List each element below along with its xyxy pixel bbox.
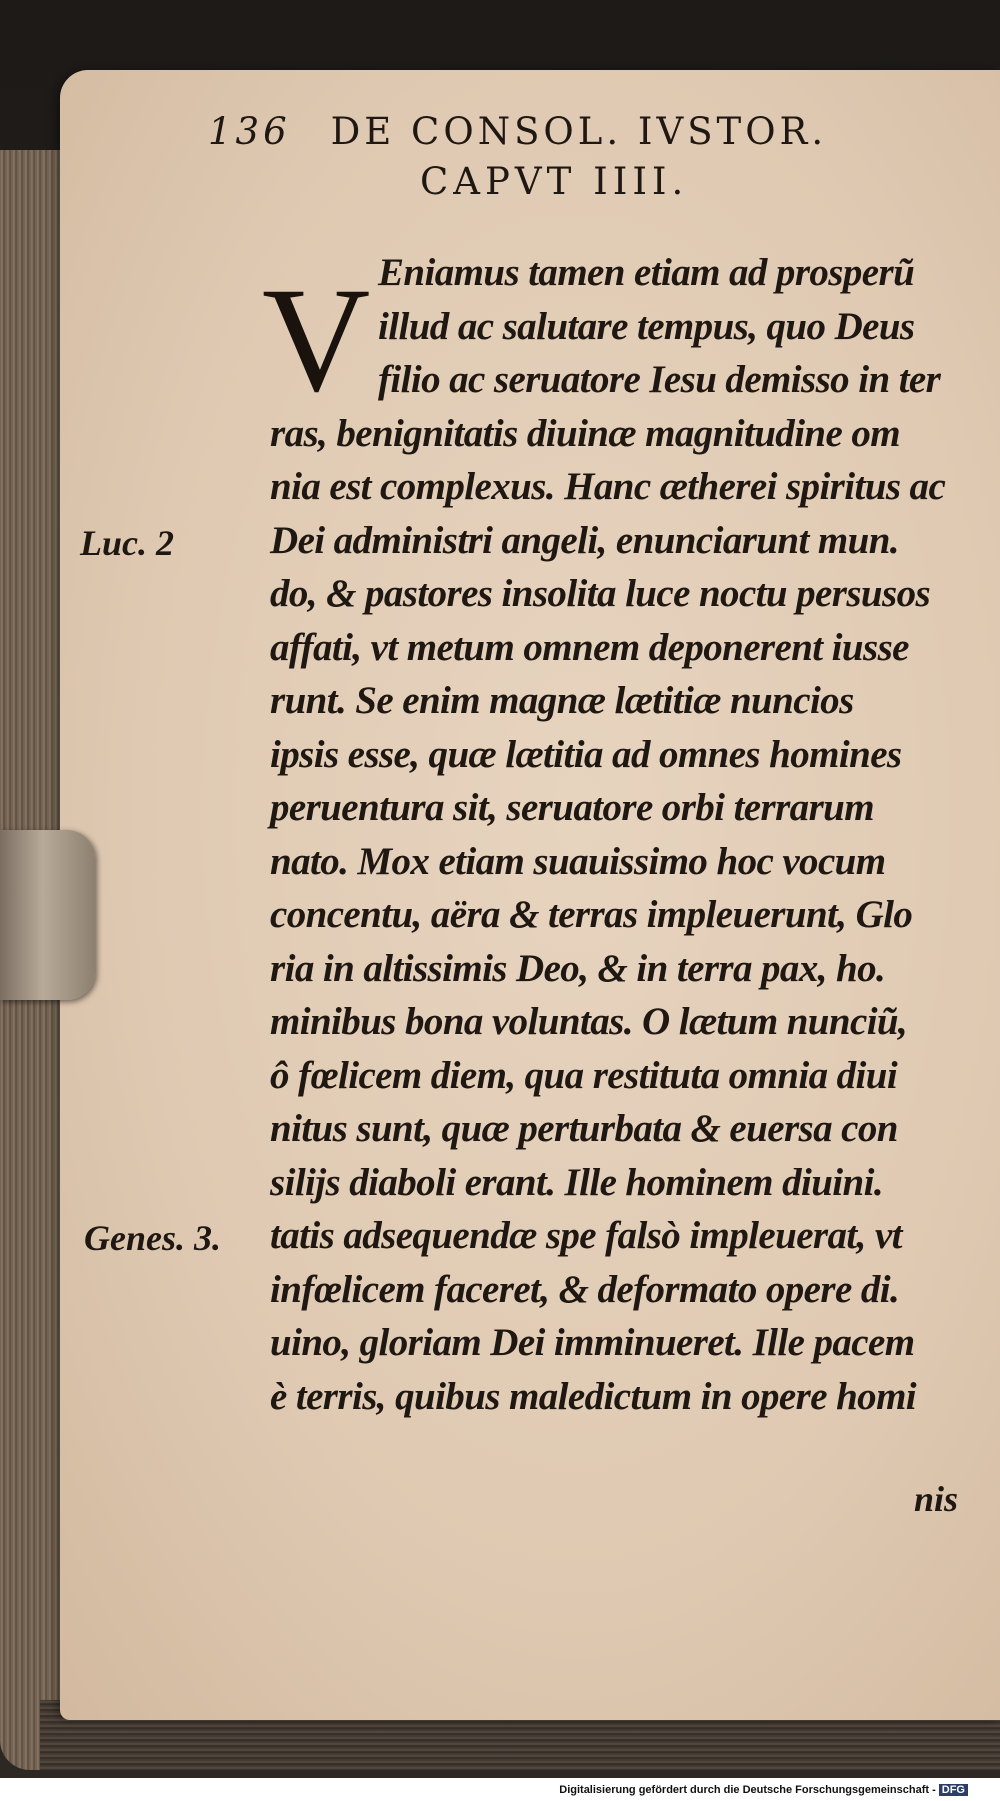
drop-cap: V: [262, 257, 371, 423]
running-head-title: DE CONSOL. IVSTOR.: [330, 110, 828, 153]
text-line: uino, gloriam Dei imminueret. Ille pacem: [270, 1321, 915, 1364]
text-line: tatis adsequendæ spe falsò impleuerat, vt: [270, 1214, 902, 1257]
text-line: peruentura sit, seruatore orbi terrarum: [270, 786, 874, 829]
text-line: Dei administri angeli, enunciarunt mun.: [270, 518, 899, 562]
page-number: 136: [208, 110, 291, 153]
text-line: minibus bona voluntas. O lætum nunciũ,: [270, 1000, 908, 1043]
text-line: do, & pastores insolita luce noctu persusos: [270, 572, 931, 615]
text-line: ras, benignitatis diuinæ magnitudine om: [270, 411, 901, 455]
text-line: è terris, quibus maledictum in opere homi: [270, 1374, 917, 1418]
dfg-logo: DFG: [939, 1784, 968, 1796]
catchword: nis: [914, 1479, 959, 1519]
text-line: runt. Se enim magnæ lætitiæ nuncios: [270, 679, 854, 722]
digitization-credit-text: Digitalisierung gefördert durch die Deutsche Forschungsgemeinschaft -: [559, 1784, 936, 1796]
text-line: ria in altissimis Deo, & in terra pax, ho.: [270, 946, 886, 990]
marginal-note: Genes. 3.: [84, 1218, 221, 1258]
text-line: affati, vt metum omnem deponerent iusse: [270, 625, 909, 669]
digitization-credit: [555, 1783, 972, 1797]
text-line: ô fœlicem diem, qua restituta omnia diui: [270, 1053, 898, 1097]
text-line: infœlicem faceret, & deformato opere di.: [270, 1267, 900, 1311]
chapter-heading: CAPVT IIII.: [420, 160, 689, 203]
text-line: nitus sunt, quæ perturbata & euersa con: [270, 1107, 898, 1150]
text-line: Eniamus tamen etiam ad prosperũ: [378, 251, 915, 294]
text-line: filio ac seruatore Iesu demisso in ter: [378, 358, 941, 401]
text-line: ipsis esse, quæ lætitia ad omnes homines: [270, 732, 902, 776]
text-line: nato. Mox etiam suauissimo hoc vocum: [270, 839, 886, 883]
marginal-note: Luc. 2: [80, 522, 174, 563]
text-line: illud ac salutare tempus, quo Deus: [378, 304, 915, 348]
text-line: concentu, aëra & terras impleuerunt, Glo: [270, 893, 913, 936]
text-line: nia est complexus. Hanc ætherei spiritus ac: [270, 465, 946, 508]
text-line: silijs diaboli erant. Ille hominem diuini.: [270, 1160, 884, 1204]
